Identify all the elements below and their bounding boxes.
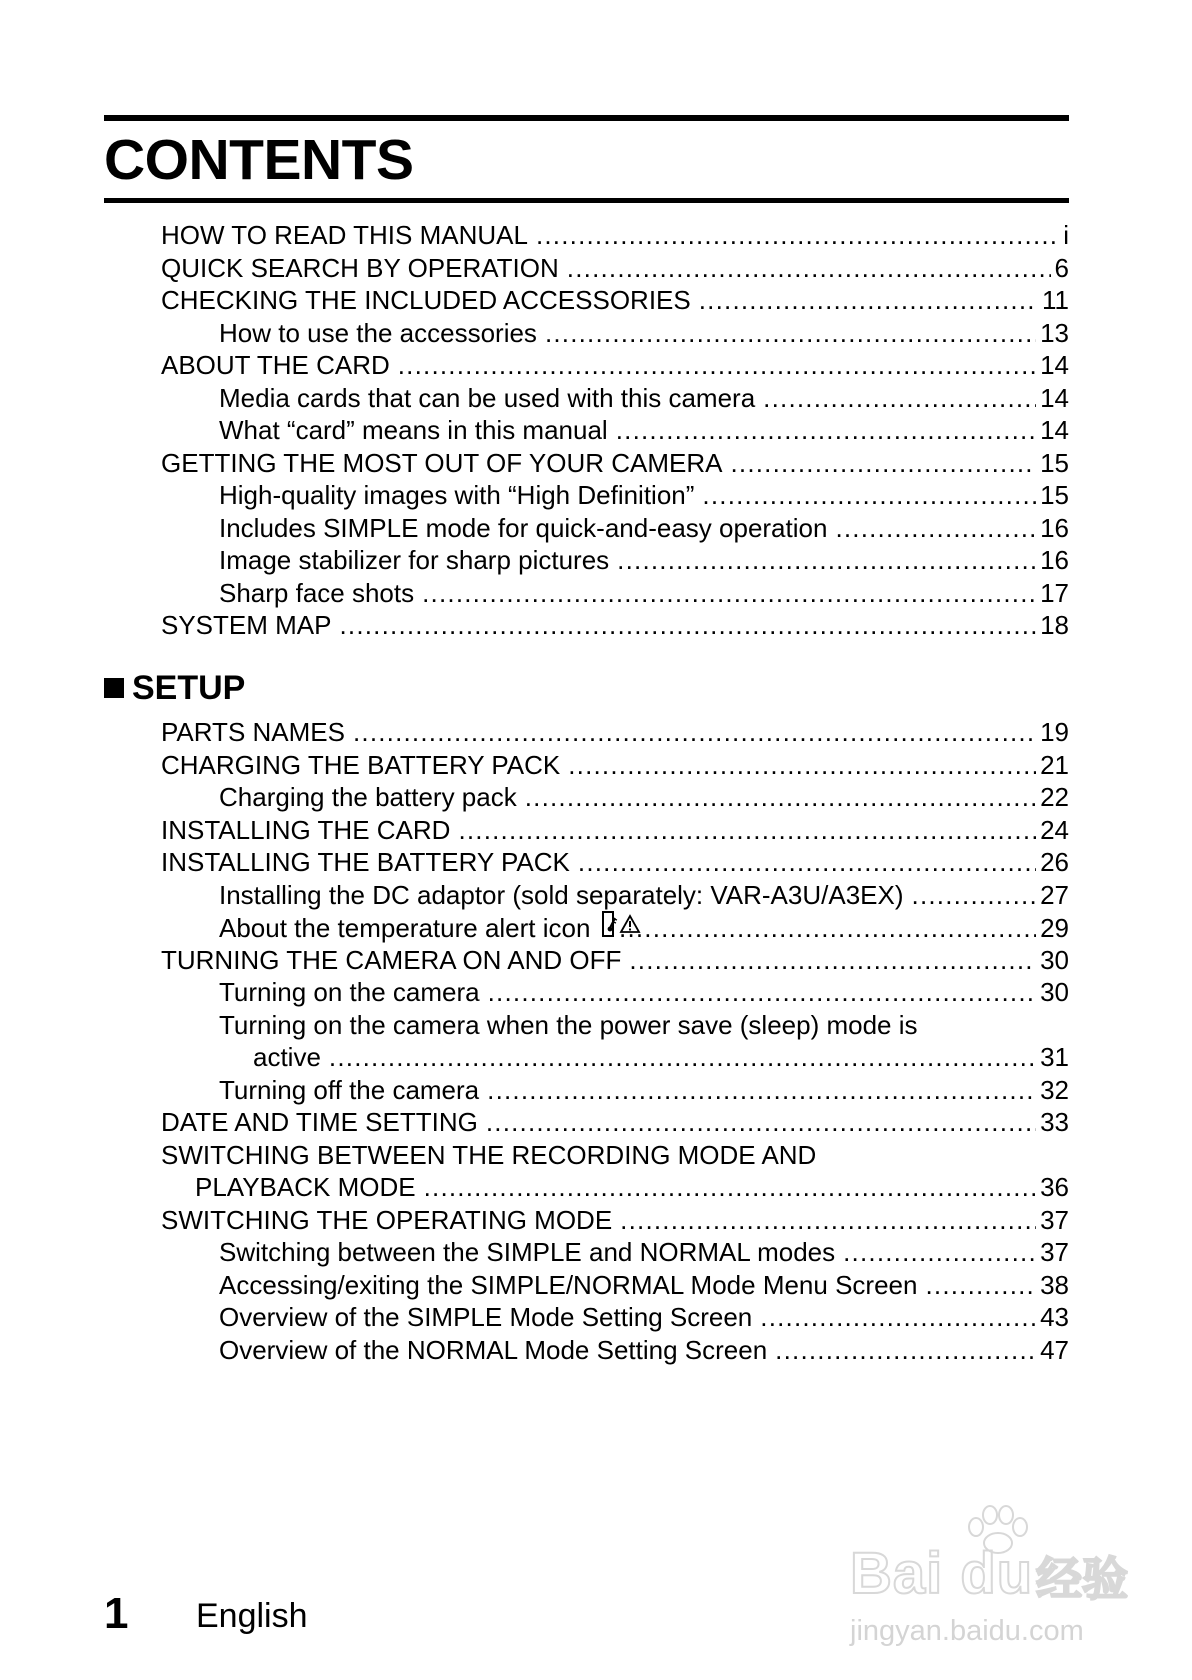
dot-leader bbox=[775, 1334, 1036, 1366]
toc-page-number: 37 bbox=[1036, 1236, 1069, 1268]
toc-entry[interactable] bbox=[0, 781, 1192, 813]
toc-page-number: 47 bbox=[1036, 1334, 1069, 1366]
toc-entry-text: GETTING THE MOST OUT OF YOUR CAMERA bbox=[161, 447, 730, 479]
baidu-watermark bbox=[850, 1505, 1150, 1665]
toc-page-number: 29 bbox=[1036, 912, 1069, 943]
toc-entry[interactable] bbox=[0, 609, 1192, 641]
dot-leader bbox=[487, 1074, 1036, 1106]
dot-leader bbox=[458, 814, 1036, 846]
toc-entry[interactable] bbox=[0, 1301, 1192, 1333]
toc-entry-text: HOW TO READ THIS MANUAL bbox=[161, 219, 536, 251]
toc-entry-text: Sharp face shots bbox=[219, 577, 422, 609]
toc-page-number: 21 bbox=[1036, 749, 1069, 781]
toc-entry-text: INSTALLING THE CARD bbox=[161, 814, 458, 846]
toc-entry-text: DATE AND TIME SETTING bbox=[161, 1106, 486, 1138]
toc-entry-text: Turning on the camera when the power save (sleep) mode is bbox=[219, 1009, 918, 1040]
dot-leader bbox=[578, 846, 1036, 878]
dot-leader bbox=[619, 912, 1036, 943]
toc-entry[interactable] bbox=[0, 911, 1192, 943]
toc-entry[interactable] bbox=[0, 219, 1192, 251]
toc-entry[interactable] bbox=[0, 252, 1192, 284]
toc-entry-text: Charging the battery pack bbox=[219, 781, 525, 813]
title-rule bbox=[104, 198, 1069, 203]
dot-leader bbox=[398, 349, 1036, 381]
toc-entry-text: How to use the accessories bbox=[219, 317, 545, 349]
toc-page-number: 37 bbox=[1036, 1204, 1069, 1236]
toc-entry-text: QUICK SEARCH BY OPERATION bbox=[161, 252, 567, 284]
toc-entry[interactable] bbox=[0, 284, 1192, 316]
toc-entry[interactable] bbox=[0, 846, 1192, 878]
dot-leader bbox=[422, 577, 1036, 609]
toc-entry-text: ABOUT THE CARD bbox=[161, 349, 398, 381]
toc-entry-text: Installing the DC adaptor (sold separately: VAR-A3U/A3EX) bbox=[219, 879, 912, 911]
toc-entry-continuation[interactable] bbox=[0, 1171, 1192, 1203]
toc-entry-text: CHARGING THE BATTERY PACK bbox=[161, 749, 568, 781]
toc-page-number: 14 bbox=[1036, 349, 1069, 381]
toc-entry[interactable] bbox=[0, 1236, 1192, 1268]
toc-page-number: 17 bbox=[1036, 577, 1069, 609]
dot-leader bbox=[567, 252, 1051, 284]
dot-leader bbox=[763, 382, 1036, 414]
toc-entry-text: Switching between the SIMPLE and NORMAL modes bbox=[219, 1236, 843, 1268]
toc-entry[interactable] bbox=[0, 544, 1192, 576]
toc-entry-text: Media cards that can be used with this camera bbox=[219, 382, 763, 414]
toc-entry[interactable] bbox=[0, 1269, 1192, 1301]
dot-leader bbox=[925, 1269, 1036, 1301]
toc-page-number: 16 bbox=[1036, 512, 1069, 544]
toc-page-number: 22 bbox=[1036, 781, 1069, 813]
toc-page-number: 31 bbox=[1036, 1041, 1069, 1073]
toc-entry[interactable] bbox=[0, 1106, 1192, 1138]
top-rule bbox=[104, 115, 1069, 121]
toc-entry[interactable] bbox=[0, 1334, 1192, 1366]
toc-entry-text: PARTS NAMES bbox=[161, 716, 353, 748]
dot-leader bbox=[568, 749, 1036, 781]
toc-entry[interactable] bbox=[0, 1139, 1192, 1171]
toc-page-number: 11 bbox=[1038, 284, 1069, 316]
toc-page-number: 6 bbox=[1051, 252, 1069, 284]
toc-entry-text: High-quality images with “High Definition” bbox=[219, 479, 702, 511]
dot-leader bbox=[488, 976, 1036, 1008]
toc-entry-text: active bbox=[253, 1041, 329, 1073]
toc-entry-text: SWITCHING BETWEEN THE RECORDING MODE AND bbox=[161, 1139, 817, 1170]
section-heading-label: SETUP bbox=[132, 669, 246, 707]
toc-entry[interactable] bbox=[0, 382, 1192, 414]
toc-page-number: 27 bbox=[1036, 879, 1069, 911]
dot-leader bbox=[760, 1301, 1036, 1333]
dot-leader bbox=[545, 317, 1036, 349]
dot-leader bbox=[339, 609, 1036, 641]
dot-leader bbox=[835, 512, 1036, 544]
toc-page-number: 30 bbox=[1036, 944, 1069, 976]
temperature-alert-icon bbox=[602, 911, 613, 937]
toc-page-number: 19 bbox=[1036, 716, 1069, 748]
toc-entry-text: Overview of the NORMAL Mode Setting Screen bbox=[219, 1334, 775, 1366]
toc-page-number: 14 bbox=[1036, 414, 1069, 446]
toc-page-number: 15 bbox=[1036, 479, 1069, 511]
toc-entry[interactable] bbox=[0, 976, 1192, 1008]
toc-page-number: 43 bbox=[1036, 1301, 1069, 1333]
toc-entry[interactable] bbox=[0, 1009, 1192, 1041]
toc-entry[interactable] bbox=[0, 814, 1192, 846]
toc-entry[interactable] bbox=[0, 414, 1192, 446]
page-number: 1 bbox=[104, 1589, 129, 1638]
toc-entry-text: PLAYBACK MODE bbox=[195, 1171, 424, 1203]
toc-page-number: 38 bbox=[1036, 1269, 1069, 1301]
dot-leader bbox=[629, 944, 1036, 976]
dot-leader bbox=[353, 716, 1036, 748]
toc-entry-text: Turning on the camera bbox=[219, 976, 488, 1008]
toc-entry[interactable] bbox=[0, 944, 1192, 976]
page-language: English bbox=[196, 1597, 308, 1635]
toc-entry-text: Overview of the SIMPLE Mode Setting Screen bbox=[219, 1301, 760, 1333]
section-heading-setup bbox=[104, 668, 245, 708]
toc-page-number: 36 bbox=[1036, 1171, 1069, 1203]
toc-page-number: i bbox=[1059, 219, 1069, 251]
dot-leader bbox=[536, 219, 1059, 251]
toc-page-number: 33 bbox=[1036, 1106, 1069, 1138]
toc-page-number: 30 bbox=[1036, 976, 1069, 1008]
toc-entry[interactable] bbox=[0, 577, 1192, 609]
toc-entry[interactable] bbox=[0, 1074, 1192, 1106]
toc-entry-text: INSTALLING THE BATTERY PACK bbox=[161, 846, 578, 878]
toc-page-number: 16 bbox=[1036, 544, 1069, 576]
page-title: CONTENTS bbox=[104, 128, 414, 192]
dot-leader bbox=[730, 447, 1036, 479]
dot-leader bbox=[486, 1106, 1036, 1138]
toc-entry-text: Includes SIMPLE mode for quick-and-easy operation bbox=[219, 512, 835, 544]
dot-leader bbox=[617, 544, 1036, 576]
toc-entry-text: Image stabilizer for sharp pictures bbox=[219, 544, 617, 576]
toc-entry[interactable] bbox=[0, 879, 1192, 911]
toc-page-number: 24 bbox=[1036, 814, 1069, 846]
dot-leader bbox=[843, 1236, 1036, 1268]
dot-leader bbox=[912, 879, 1037, 911]
dot-leader bbox=[699, 284, 1038, 316]
dot-leader bbox=[620, 1204, 1036, 1236]
dot-leader bbox=[702, 479, 1036, 511]
toc-entry[interactable] bbox=[0, 317, 1192, 349]
watermark-cn: 经验 bbox=[1036, 1553, 1128, 1605]
toc-entry-text: What “card” means in this manual bbox=[219, 414, 616, 446]
toc-entry[interactable] bbox=[0, 749, 1192, 781]
dot-leader bbox=[525, 781, 1036, 813]
toc-page-number: 14 bbox=[1036, 382, 1069, 414]
toc-entry-text: CHECKING THE INCLUDED ACCESSORIES bbox=[161, 284, 699, 316]
dot-leader bbox=[329, 1041, 1036, 1073]
toc-page-number: 32 bbox=[1036, 1074, 1069, 1106]
toc-entry-text: Turning off the camera bbox=[219, 1074, 487, 1106]
toc-page-number: 13 bbox=[1036, 317, 1069, 349]
dot-leader bbox=[424, 1171, 1036, 1203]
toc-entry-text: SYSTEM MAP bbox=[161, 609, 339, 641]
toc-entry-text: TURNING THE CAMERA ON AND OFF bbox=[161, 944, 629, 976]
watermark-brand: Bai du bbox=[850, 1541, 1034, 1606]
toc-entry-text: SWITCHING THE OPERATING MODE bbox=[161, 1204, 620, 1236]
watermark-url: jingyan.baidu.com bbox=[850, 1615, 1084, 1647]
dot-leader bbox=[616, 414, 1036, 446]
toc-entry-text: About the temperature alert icon bbox=[219, 912, 594, 943]
toc-page-number: 26 bbox=[1036, 846, 1069, 878]
toc-entry[interactable] bbox=[0, 1204, 1192, 1236]
toc-entry[interactable] bbox=[0, 447, 1192, 479]
toc-entry-text: Accessing/exiting the SIMPLE/NORMAL Mode Menu Screen bbox=[219, 1269, 925, 1301]
toc-page-number: 15 bbox=[1036, 447, 1069, 479]
toc-entry[interactable] bbox=[0, 716, 1192, 748]
section-square-icon bbox=[104, 678, 124, 698]
toc-entry-continuation[interactable] bbox=[0, 1041, 1192, 1073]
toc-entry[interactable] bbox=[0, 479, 1192, 511]
toc-entry[interactable] bbox=[0, 512, 1192, 544]
toc-page-number: 18 bbox=[1036, 609, 1069, 641]
toc-entry[interactable] bbox=[0, 349, 1192, 381]
